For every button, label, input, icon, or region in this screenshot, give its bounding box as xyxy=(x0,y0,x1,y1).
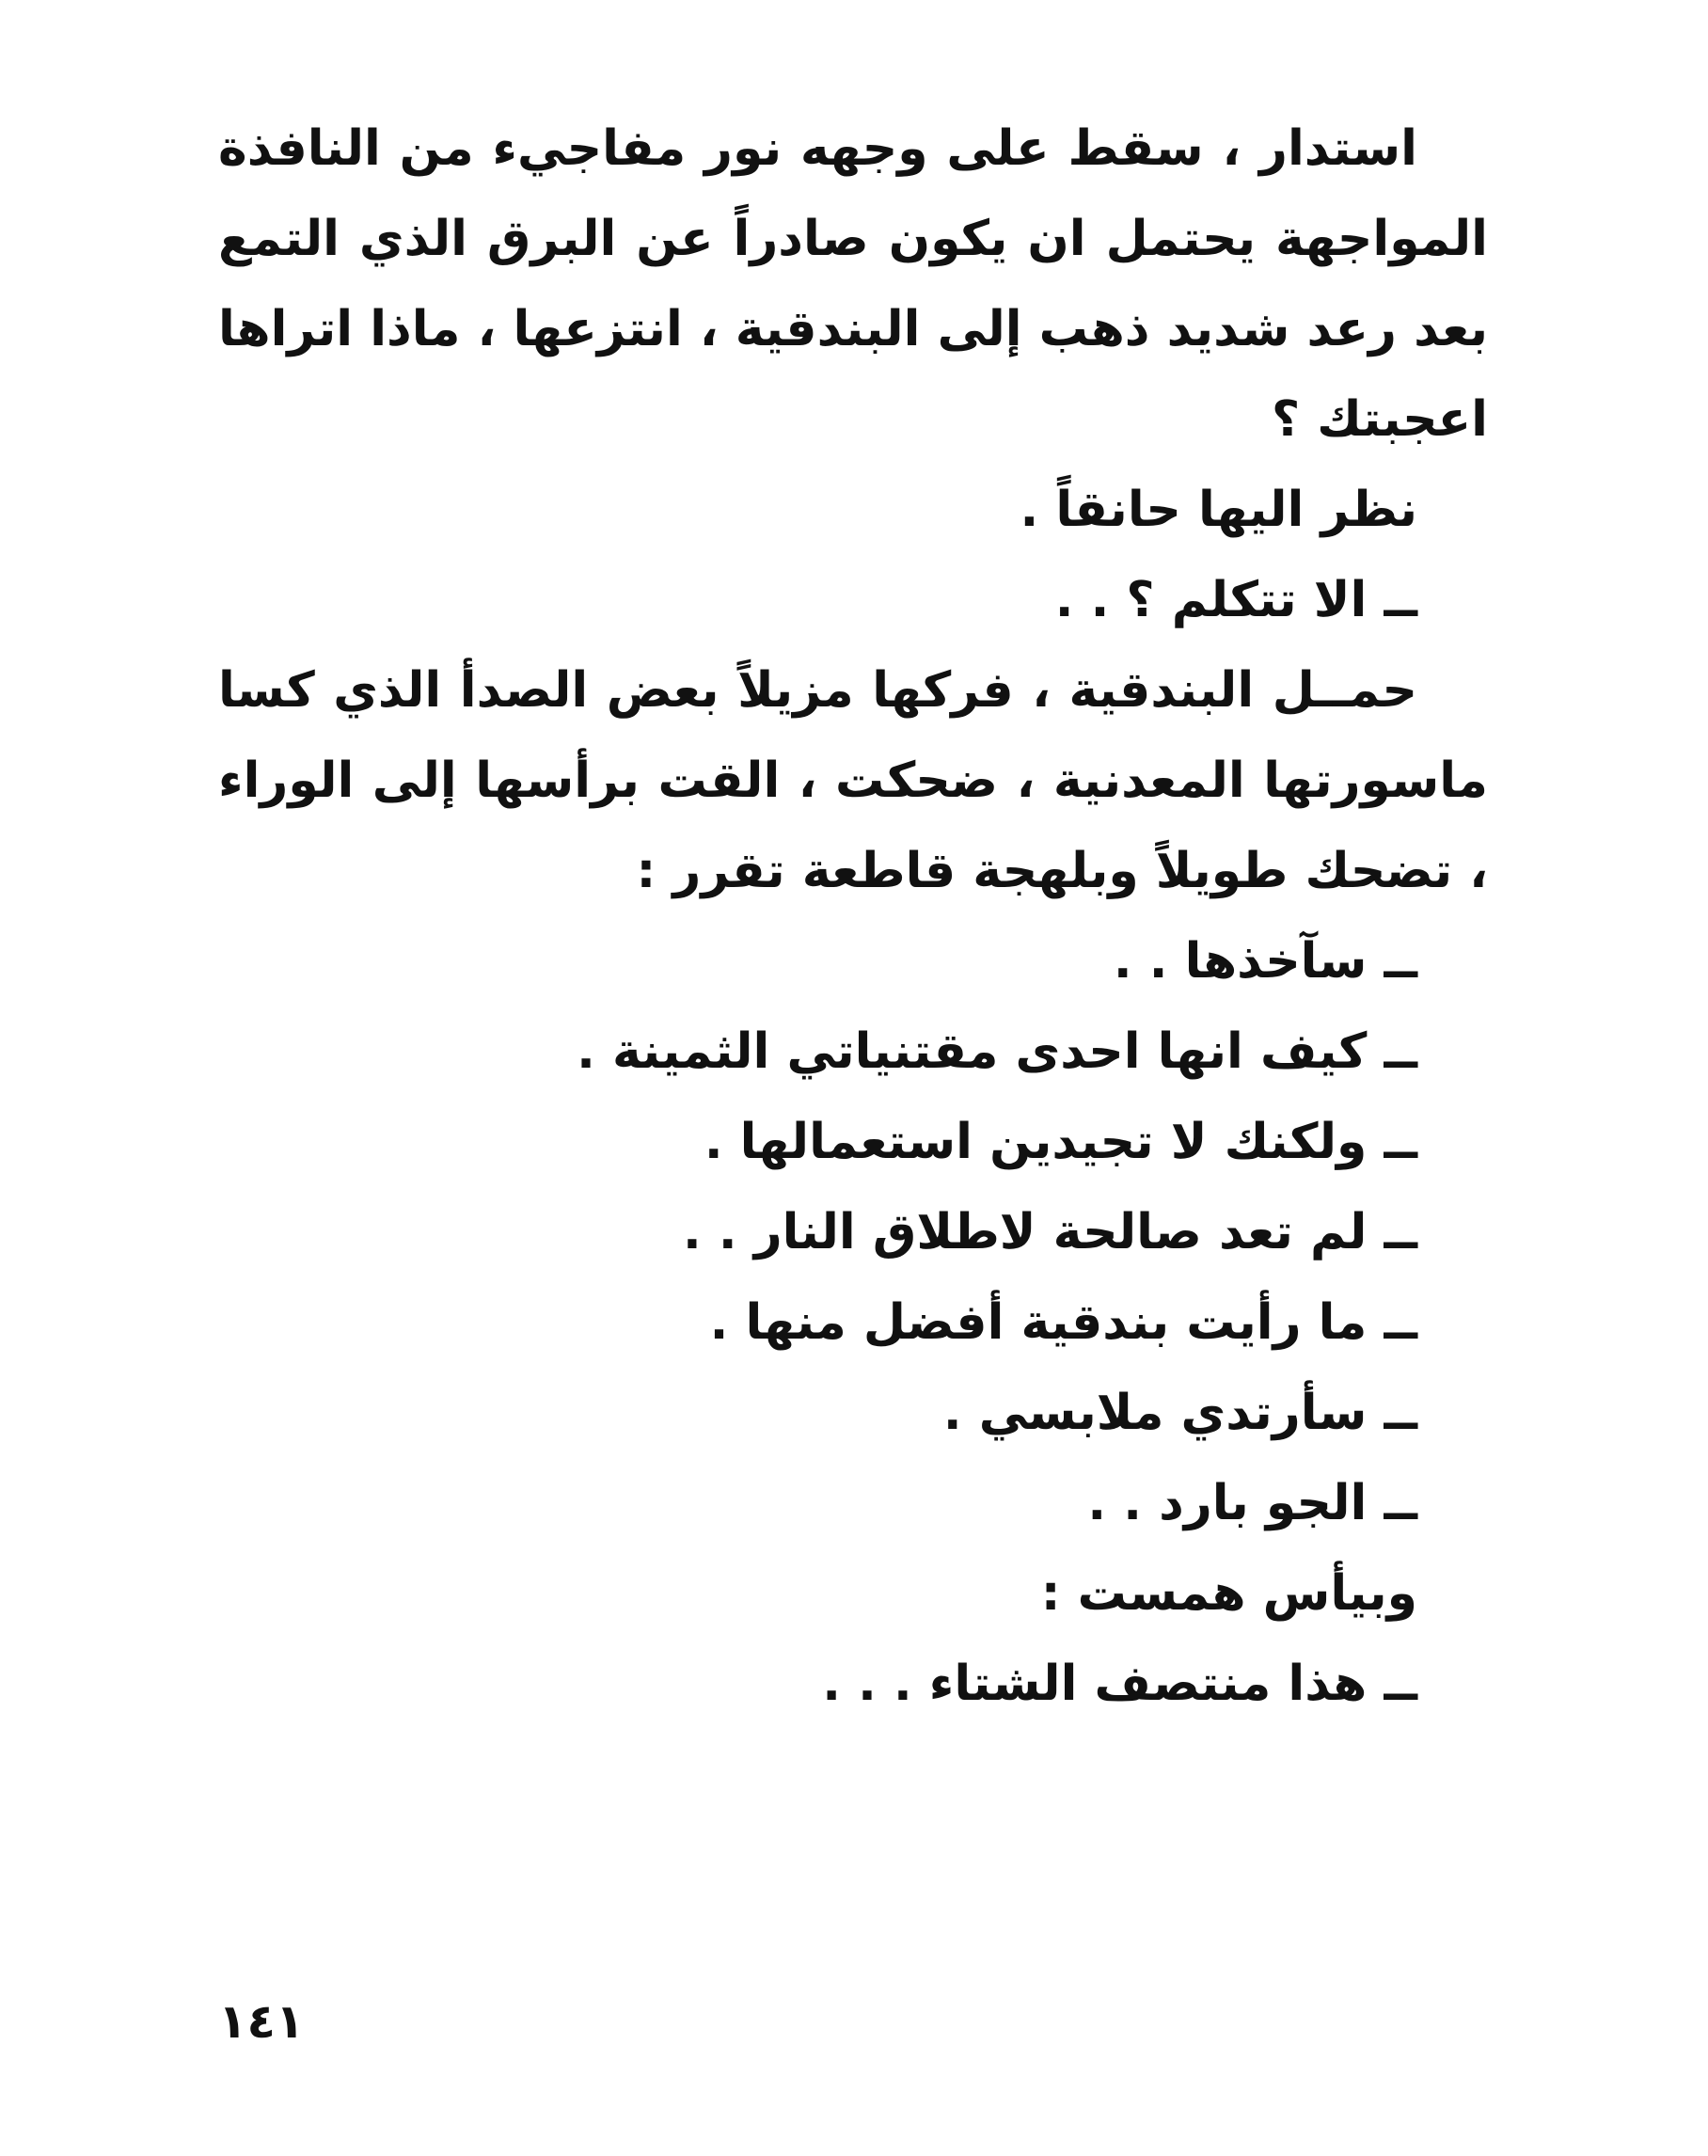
paragraph-2: نظر اليها حانقاً . xyxy=(1020,482,1417,538)
dialogue-line-2: ــ سآخذها . . xyxy=(1113,933,1417,990)
dialogue-line-8: ــ الجو بارد . . xyxy=(1087,1475,1417,1531)
dialogue-line-4: ــ ولكنك لا تجيدين استعمالها . xyxy=(704,1114,1417,1170)
dialogue-line-9: ــ هذا منتصف الشتاء . . . xyxy=(822,1656,1417,1712)
page-body-text xyxy=(218,103,1488,1729)
paragraph-4: وبيأس همست : xyxy=(1040,1565,1417,1622)
dialogue-line-5: ــ لم تعد صالحة لاطلاق النار . . xyxy=(682,1204,1417,1260)
dialogue-line-6: ــ ما رأيت بندقية أفضل منها . xyxy=(709,1294,1417,1351)
dialogue-line-3: ــ كيف انها احدى مقتنياتي الثمينة . xyxy=(577,1023,1417,1080)
paragraph-1: استدار ، سقط على وجهه نور مفاجيء من النافذة المواجهة يحتمل ان يكون صادراً عن البرق الذي التمع بعد رعد شديد ذهب إلى البندقية ، انتزعها ، ماذا اتراها اعجبتك ؟ xyxy=(218,120,1488,448)
dialogue-line-1: ــ الا تتكلم ؟ . . xyxy=(1054,572,1417,628)
paragraph-3: حمــل البندقية ، فركها مزيلاً بعض الصدأ الذي كسا ماسورتها المعدنية ، ضحكت ، القت برأسها إلى الوراء ، تضحك طويلاً وبلهجة قاطعة تقرر : xyxy=(218,662,1488,899)
dialogue-line-7: ــ سأرتدي ملابسي . xyxy=(942,1385,1417,1441)
page-number: ١٤١ xyxy=(218,1994,305,2049)
